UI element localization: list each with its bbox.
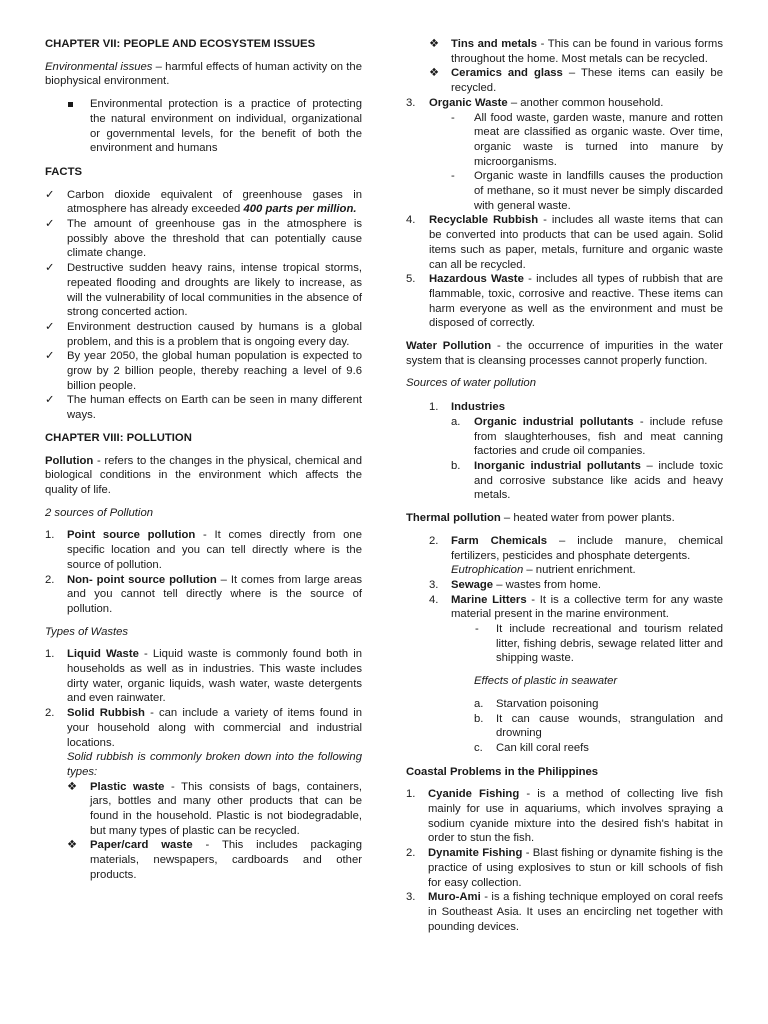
fact-text: The amount of greenhouse gas in the atmosphere is possibly above the threshold that can potentially cause climate change. (67, 218, 362, 260)
point-source-term: Point source pollution (67, 529, 196, 542)
solid-rubbish-term: Solid Rubbish (67, 707, 145, 720)
fact-item (45, 188, 362, 217)
dash-item (406, 622, 723, 666)
ceramics-glass-text: – These items can easily be recycled. (451, 67, 723, 95)
dash-bullet: - (451, 111, 455, 124)
sewage-text: – wastes from home. (493, 578, 602, 591)
list-letter: a. (451, 415, 461, 428)
dash-bullet: - (475, 623, 479, 636)
sewage-term: Sewage (451, 578, 494, 591)
list-number: 2. (45, 573, 55, 586)
pollution-term: Pollution (45, 454, 94, 467)
cyanide-fishing-text: - is a method of collecting live fish mainly for use in aquariums, which involves spraying a sodium cyanide mixture into the desired fish's habitat in order to stun the fish. (428, 788, 723, 845)
environmental-issues-definition (45, 60, 362, 89)
marine-litters-text: - It is a collective term for any waste material present in the marine environment. (451, 593, 723, 621)
list-number: 1. (45, 529, 55, 542)
pollution-text: - refers to the changes in the physical, chemical and biological conditions in the environment which affects the quality of life. (45, 454, 362, 496)
list-item (45, 706, 362, 750)
water-pollution-text: - the occurrence of impurities in the water system that is cleansing processes cannot properly function. (406, 340, 724, 367)
environmental-issues-text: – harmful effects of human activity on the biophysical environment. (45, 60, 362, 88)
diamond-bullet-icon: ❖ (67, 839, 78, 852)
list-number: 3. (406, 891, 416, 904)
fact-highlight: 400 parts per million. (243, 203, 357, 216)
checkmark-icon: ✓ (45, 320, 55, 333)
list-item (406, 712, 723, 741)
recyclable-rubbish-text: - includes all waste items that can be converted into products that can be used again. Solid items such as paper, metals, furniture and organic waste can all be recycled. (429, 214, 723, 271)
eutrophication-note (406, 563, 723, 578)
list-item (45, 573, 362, 617)
organic-waste-text: – another common household. (507, 96, 664, 109)
list-number: 2. (406, 847, 416, 860)
sub-list-item (406, 459, 723, 503)
list-item (406, 213, 723, 272)
fact-text: By year 2050, the global human population is expected to grow by 2 billion people, thereby reaching a level of 9.6 billion people. (67, 350, 362, 392)
left-column (45, 37, 362, 883)
inorganic-pollutants-text: – include toxic and corrosive substance like acids and heavy metals. (474, 459, 723, 502)
paper-waste-text: - This includes packaging materials, newspapers, cardboards and other products. (90, 839, 363, 881)
thermal-pollution-text: – heated water from power plants. (500, 512, 675, 525)
waste-types-list (45, 647, 362, 882)
list-item (406, 96, 723, 111)
list-item (406, 697, 723, 712)
thermal-pollution-term: Thermal pollution (406, 512, 501, 525)
list-number: 4. (429, 593, 439, 606)
plastic-effects-list (406, 697, 723, 756)
solid-rubbish-text: - can include a variety of items found in your household along with commercial and industrial locations. (67, 707, 362, 749)
sub-list-item (45, 780, 362, 839)
recyclable-rubbish-term: Recyclable Rubbish (429, 214, 539, 227)
coastal-problems-title: Coastal Problems in the Philippines (406, 765, 599, 778)
coastal-problems-list (406, 787, 723, 934)
list-item (406, 534, 723, 563)
sub-list-item (45, 838, 362, 882)
fact-item (45, 217, 362, 261)
cyanide-fishing-term: Cyanide Fishing (428, 788, 520, 801)
dash-bullet: - (451, 170, 455, 183)
fact-text: The human effects on Earth can be seen in many different ways. (67, 394, 362, 422)
organic-pollutants-text: - include refuse from slaughterhouses, fish and meat canning factories and crude oil companies. (474, 415, 723, 458)
list-number: 3. (429, 578, 439, 591)
two-sources-heading: 2 sources of Pollution (45, 506, 154, 519)
effects-of-plastic-heading: Effects of plastic in seawater (474, 675, 618, 688)
list-number: 3. (406, 96, 416, 109)
list-letter: c. (474, 741, 483, 754)
fact-item (45, 320, 362, 349)
square-bullet-icon (68, 102, 73, 107)
dynamite-fishing-text: - Blast fishing or dynamite fishing is the practice of using explosives to stun or kill schools of fish for easy collection. (428, 847, 723, 889)
sub-list-item (406, 66, 723, 95)
solid-rubbish-note: Solid rubbish is commonly broken down into the following types: (67, 751, 362, 778)
organic-waste-detail: Organic waste in landfills causes the production of methane, so it must never be simply discarded with general waste. (474, 170, 723, 212)
fact-text: Environment destruction caused by humans is a global problem, and this is a problem that is ongoing every day. (67, 320, 362, 348)
effect-text: Can kill coral reefs (496, 741, 589, 754)
muro-ami-text: - is a fishing technique employed on coral reefs in Southeast Asia. It uses an encircling net together with pounding devices. (428, 891, 723, 933)
effect-text: Starvation poisoning (496, 697, 599, 710)
list-item (406, 400, 723, 415)
farm-chemicals-term: Farm Chemicals (451, 534, 548, 547)
list-number: 5. (406, 273, 416, 286)
list-item (406, 593, 723, 622)
dash-item (406, 111, 723, 170)
list-number: 4. (406, 214, 416, 227)
eutrophication-text: – nutrient enrichment. (523, 564, 636, 577)
diamond-bullet-icon: ❖ (429, 67, 440, 80)
list-item (406, 890, 723, 934)
list-item (406, 578, 723, 593)
farm-chemicals-text: – include manure, chemical fertilizers, pesticides and phosphate detergents. (451, 534, 723, 562)
ceramics-glass-term: Ceramics and glass (451, 67, 563, 80)
list-item (406, 272, 723, 331)
checkmark-icon: ✓ (45, 262, 55, 275)
industries-term: Industries (451, 401, 505, 414)
dynamite-fishing-term: Dynamite Fishing (428, 847, 523, 860)
liquid-waste-term: Liquid Waste (67, 648, 139, 661)
list-item (406, 741, 723, 756)
fact-text: Carbon dioxide equivalent of greenhouse gases in atmosphere has already exceeded (67, 188, 362, 216)
facts-list (45, 188, 362, 423)
list-item (406, 846, 723, 890)
environmental-protection-text: Environmental protection is a practice of protecting the natural environment on individual, organizational or governmental levels, for the benefit of both the environment and humans (90, 98, 362, 155)
list-item (406, 787, 723, 846)
checkmark-icon: ✓ (45, 188, 55, 201)
marine-litters-term: Marine Litters (451, 593, 527, 606)
list-number: 1. (429, 401, 439, 414)
list-letter: b. (451, 459, 461, 472)
liquid-waste-text: - Liquid waste is commonly found both in households as well as in industries. This waste includes dirty water, organic liquids, wash water, waste detergents and even rainwater. (67, 648, 363, 705)
pollution-definition (45, 454, 362, 498)
marine-litters-detail: It include recreational and tourism related litter, fishing debris, sewage related litter and shipping waste. (496, 623, 723, 665)
environmental-issues-term: Environmental issues (45, 60, 153, 73)
plastic-waste-text: - This consists of bags, containers, jars, bottles and many other products that can be found in the household. Plastic is not biodegradable, but many types of plastic can be recycled. (90, 780, 362, 837)
tins-metals-term: Tins and metals (451, 38, 538, 50)
list-letter: a. (474, 697, 484, 710)
non-point-source-term: Non- point source pollution (67, 573, 217, 586)
hazardous-waste-text: - includes all types of rubbish that are flammable, toxic, corrosive and reactive. These items can harm everyone as well as the environment and must be disposed of correctly. (429, 273, 723, 330)
list-number: 2. (45, 707, 55, 720)
muro-ami-term: Muro-Ami (428, 891, 481, 904)
right-column (406, 37, 723, 934)
inorganic-pollutants-term: Inorganic industrial pollutants (474, 459, 641, 472)
effect-text: It can cause wounds, strangulation and drowning (496, 712, 723, 740)
fact-item (45, 393, 362, 422)
organic-waste-detail: All food waste, garden waste, manure and rotten meat are classified as organic waste. Over time, organic waste is turned into manure by microorganisms. (474, 111, 723, 168)
organic-pollutants-term: Organic industrial pollutants (474, 415, 634, 428)
list-item (45, 647, 362, 706)
plastic-waste-term: Plastic waste (90, 780, 165, 793)
eutrophication-term: Eutrophication (451, 564, 524, 577)
water-pollution-definition (406, 339, 723, 368)
non-point-source-text: – It comes from large areas and you cannot tell directly where is the source of pollution. (67, 573, 362, 615)
dash-item (406, 169, 723, 213)
fact-item (45, 349, 362, 393)
fact-text: Destructive sudden heavy rains, intense tropical storms, repeated flooding and droughts are likely to increase, as will the vulnerability of local communities in the absence of strong concerted action. (67, 262, 362, 319)
list-item (45, 528, 362, 572)
sources-water-pollution-heading: Sources of water pollution (406, 377, 536, 390)
thermal-pollution-definition (406, 511, 723, 526)
water-pollution-term: Water Pollution (406, 340, 492, 353)
paper-waste-term: Paper/card waste (90, 839, 193, 852)
list-letter: b. (474, 712, 484, 725)
tins-metals-text: - This can be found in various forms throughout the home. Most metals can be recycled. (451, 38, 723, 65)
sub-list-item (406, 415, 723, 459)
list-number: 1. (406, 788, 416, 801)
checkmark-icon: ✓ (45, 350, 55, 363)
list-number: 2. (429, 534, 439, 547)
types-of-wastes-heading: Types of Wastes (45, 625, 129, 638)
checkmark-icon: ✓ (45, 218, 55, 231)
pollution-sources-list (45, 528, 362, 616)
list-number: 1. (45, 648, 55, 661)
checkmark-icon: ✓ (45, 394, 55, 407)
sub-list-item (406, 37, 723, 66)
organic-waste-term: Organic Waste (429, 96, 508, 109)
fact-item (45, 261, 362, 320)
chapter-8-title: CHAPTER VIII: POLLUTION (45, 431, 192, 444)
facts-title: FACTS (45, 165, 83, 178)
environmental-protection-bullet (45, 97, 362, 156)
diamond-bullet-icon: ❖ (67, 780, 78, 793)
diamond-bullet-icon: ❖ (429, 38, 440, 50)
point-source-text: - It comes directly from one specific location and you can tell directly where is the source of pollution. (67, 529, 362, 571)
chapter-7-title: CHAPTER VII: PEOPLE AND ECOSYSTEM ISSUES (45, 38, 316, 50)
hazardous-waste-term: Hazardous Waste (429, 273, 524, 286)
